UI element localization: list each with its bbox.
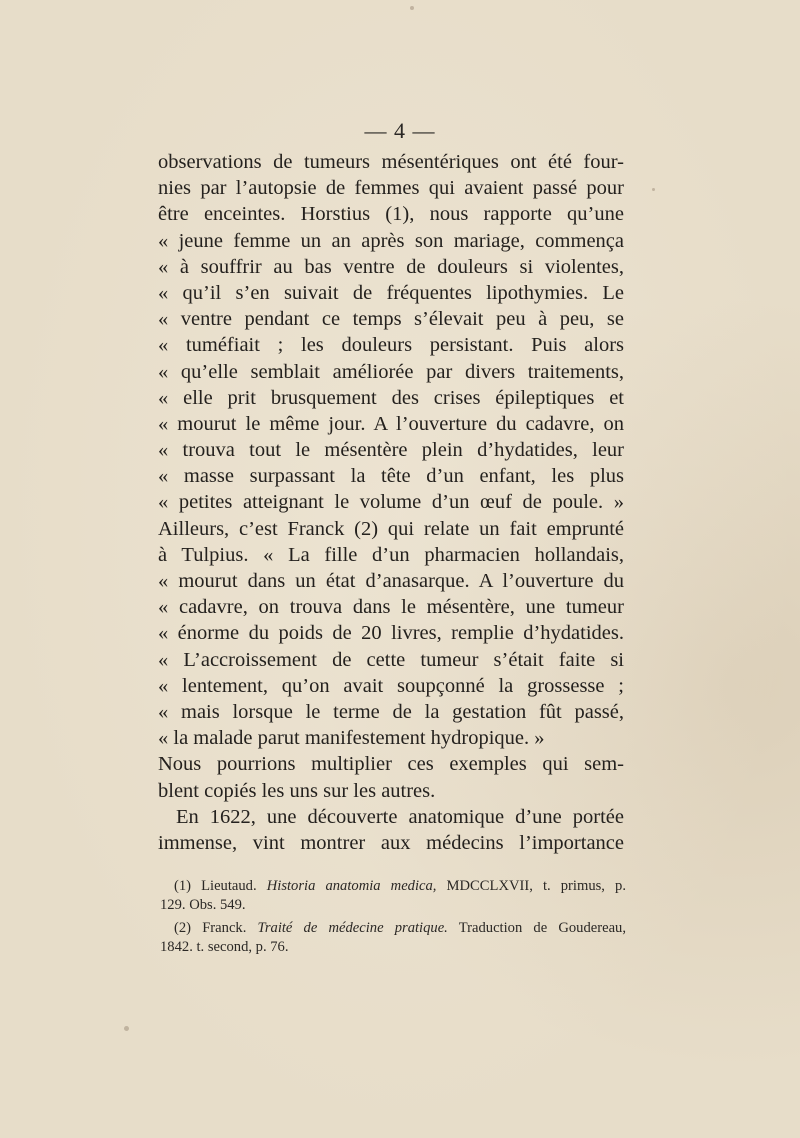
- text-line: « la malade parut manifestement hydropique. »: [158, 727, 545, 750]
- footnote-2: [160, 919, 626, 938]
- footnote-title: Historia anatomia medica,: [266, 878, 437, 894]
- text-line: « lentement, qu’on avait soupçonné la grossesse ;: [158, 674, 624, 697]
- text-line: à Tulpius. « La fille d’un pharmacien hollandais,: [158, 543, 624, 566]
- footnote-detail: Traduction de Goudereau,: [458, 919, 626, 936]
- text-line: « qu’elle semblait améliorée par divers traitements,: [158, 360, 624, 383]
- text-line: « L’accroissement de cette tumeur s’était faite si: [158, 648, 624, 671]
- paper-speck: [410, 6, 414, 10]
- text-line: « mais lorsque le terme de la gestation fût passé,: [158, 700, 624, 723]
- text-line: nies par l’autopsie de femmes qui avaient passé pour: [158, 177, 624, 200]
- footnote-title: Traité de médecine pratique.: [257, 919, 448, 936]
- text-line: Nous pourrions multiplier ces exemples qui sem-: [158, 753, 624, 776]
- text-line: « ventre pendant ce temps s’élevait peu à peu, se: [158, 308, 624, 331]
- text-line: « jeune femme un an après son mariage, commença: [158, 229, 624, 252]
- text-line: « tuméfiait ; les douleurs persistant. Puis alors: [158, 334, 624, 357]
- paper-speck: [124, 1026, 129, 1031]
- text-line: « qu’il s’en suivait de fréquentes lipothymies. Le: [158, 281, 624, 304]
- footnote-marker: (1): [174, 878, 192, 894]
- text-line: « mourut le même jour. A l’ouverture du cadavre, on: [158, 412, 624, 435]
- text-line: « petites atteignant le volume d’un œuf de poule. »: [158, 491, 624, 514]
- footnote-1-continuation: 129. Obs. 549.: [160, 897, 246, 914]
- text-line: « à souffrir au bas ventre de douleurs si violentes,: [158, 255, 624, 278]
- body-text: [158, 149, 624, 856]
- footnote-2-continuation: 1842. t. second, p. 76.: [160, 939, 289, 956]
- text-line: observations de tumeurs mésentériques ont été four-: [158, 151, 624, 173]
- page-number: — 4 —: [364, 118, 436, 143]
- footnote-marker: (2): [174, 919, 192, 936]
- footnote-author: Franck.: [202, 919, 247, 936]
- text-line: « masse surpassant la tête d’un enfant, les plus: [158, 465, 624, 488]
- text-line: immense, vint montrer aux médecins l’importance: [158, 831, 624, 854]
- text-line: « elle prit brusquement des crises épileptiques et: [158, 386, 624, 409]
- text-line: « cadavre, on trouva dans le mésentère, une tumeur: [158, 596, 624, 619]
- text-line: En 1622, une découverte anatomique d’une portée: [176, 805, 624, 828]
- footnote-1: [160, 877, 626, 896]
- footnote-detail: MDCCLXVII, t. primus, p.: [446, 878, 626, 894]
- footnotes: [160, 877, 626, 958]
- paper-speck: [652, 188, 655, 191]
- text-line: « mourut dans un état d’anasarque. A l’ouverture du: [158, 570, 624, 592]
- text-line: être enceintes. Horstius (1), nous rapporte qu’une: [158, 203, 624, 226]
- text-line: blent copiés les uns sur les autres.: [158, 779, 436, 802]
- footnote-author: Lieutaud.: [201, 878, 257, 894]
- text-line: « trouva tout le mésentère plein d’hydatides, leur: [158, 439, 624, 462]
- text-line: Ailleurs, c’est Franck (2) qui relate un fait emprunté: [158, 517, 624, 540]
- text-line: « énorme du poids de 20 livres, remplie d’hydatides.: [158, 622, 624, 645]
